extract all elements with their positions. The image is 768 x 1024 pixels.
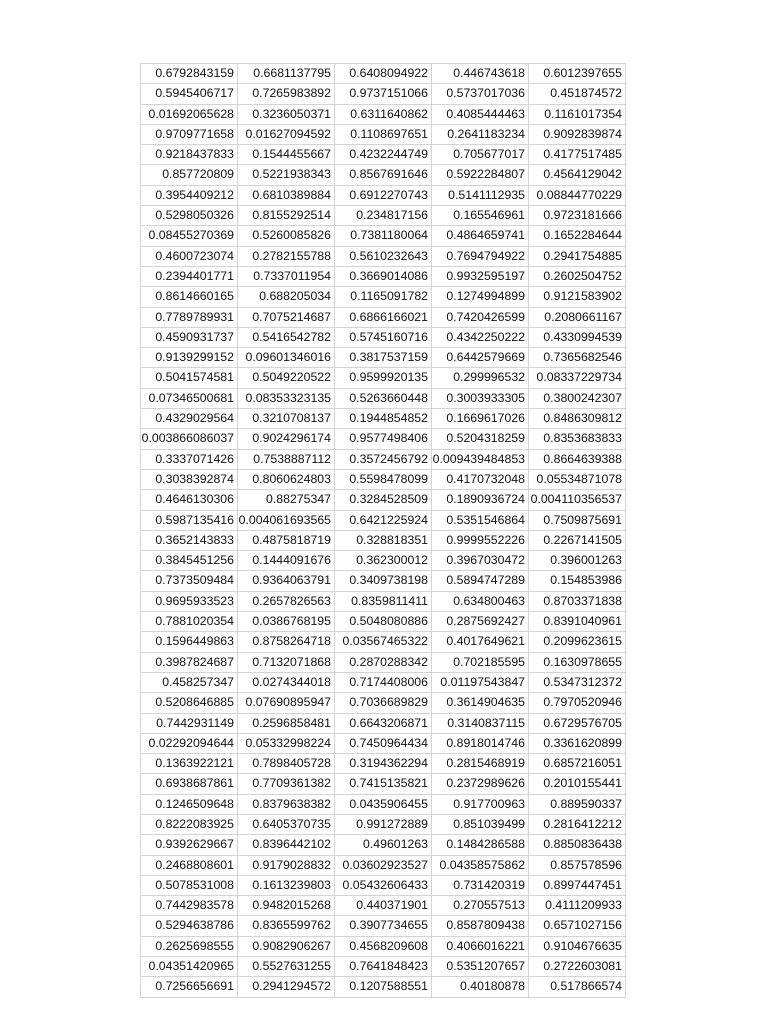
table-cell[interactable]: 0.5260085826 xyxy=(238,226,335,246)
table-cell[interactable]: 0.9121583902 xyxy=(529,287,626,307)
table-cell[interactable]: 0.2602504752 xyxy=(529,266,626,286)
table-cell[interactable]: 0.04351420965 xyxy=(141,957,238,977)
table-row xyxy=(141,591,626,611)
table-row xyxy=(141,936,626,956)
table-cell[interactable]: 0.4085444463 xyxy=(432,104,529,124)
table-cell[interactable]: 0.3652143833 xyxy=(141,530,238,550)
table-row xyxy=(141,469,626,489)
table-cell[interactable]: 0.6012397655 xyxy=(529,64,626,84)
table-cell[interactable]: 0.857578596 xyxy=(529,855,626,875)
table-row xyxy=(141,84,626,104)
table-cell[interactable]: 0.3236050371 xyxy=(238,104,335,124)
table-row xyxy=(141,774,626,794)
table-cell[interactable]: 0.003866086037 xyxy=(141,429,238,449)
table-cell[interactable]: 0.6311640862 xyxy=(335,104,432,124)
table-cell[interactable]: 0.7881020354 xyxy=(141,612,238,632)
table-cell[interactable]: 0.004061693565 xyxy=(238,510,335,530)
table-cell[interactable]: 0.9932595197 xyxy=(432,266,529,286)
table-cell[interactable]: 0.5263660448 xyxy=(335,388,432,408)
table-cell[interactable]: 0.7132071868 xyxy=(238,652,335,672)
table-cell[interactable]: 0.7365682546 xyxy=(529,348,626,368)
table-cell[interactable]: 0.4600723074 xyxy=(141,246,238,266)
table-cell[interactable]: 0.5078531008 xyxy=(141,875,238,895)
table-cell[interactable]: 0.634800463 xyxy=(432,591,529,611)
table-cell[interactable]: 0.4646130306 xyxy=(141,490,238,510)
table-cell[interactable]: 0.3967030472 xyxy=(432,551,529,571)
table-cell[interactable]: 0.5347312372 xyxy=(529,672,626,692)
table-row xyxy=(141,754,626,774)
table-cell[interactable]: 0.2267141505 xyxy=(529,530,626,550)
table-cell[interactable]: 0.05534871078 xyxy=(529,469,626,489)
table-row xyxy=(141,287,626,307)
number-grid xyxy=(140,63,626,998)
table-cell[interactable]: 0.8353683833 xyxy=(529,429,626,449)
table-cell[interactable]: 0.9024296174 xyxy=(238,429,335,449)
table-cell[interactable]: 0.8703371838 xyxy=(529,591,626,611)
table-cell[interactable]: 0.2782155788 xyxy=(238,246,335,266)
table-cell[interactable]: 0.8918014746 xyxy=(432,733,529,753)
table-cell[interactable]: 0.5945406717 xyxy=(141,84,238,104)
table-cell[interactable]: 0.5351546864 xyxy=(432,510,529,530)
table-row xyxy=(141,794,626,814)
table-cell[interactable]: 0.08455270369 xyxy=(141,226,238,246)
table-cell[interactable]: 0.6792843159 xyxy=(141,64,238,84)
table-row xyxy=(141,348,626,368)
table-cell[interactable]: 0.328818351 xyxy=(335,530,432,550)
table-cell[interactable]: 0.7036689829 xyxy=(335,693,432,713)
table-cell[interactable]: 0.7641848423 xyxy=(335,957,432,977)
table-row xyxy=(141,266,626,286)
table-cell[interactable]: 0.2468808601 xyxy=(141,855,238,875)
table-row xyxy=(141,875,626,895)
table-cell[interactable]: 0.5351207657 xyxy=(432,957,529,977)
table-cell[interactable]: 0.07346500681 xyxy=(141,388,238,408)
table-cell[interactable]: 0.5737017036 xyxy=(432,84,529,104)
table-cell[interactable]: 0.2875692427 xyxy=(432,612,529,632)
table-cell[interactable]: 0.9104676635 xyxy=(529,936,626,956)
table-row xyxy=(141,327,626,347)
table-cell[interactable]: 0.7337011954 xyxy=(238,266,335,286)
table-cell[interactable]: 0.6405370735 xyxy=(238,814,335,834)
table-cell[interactable]: 0.0435906455 xyxy=(335,794,432,814)
table-row xyxy=(141,957,626,977)
table-cell[interactable]: 0.857720809 xyxy=(141,165,238,185)
table-cell[interactable]: 0.299996532 xyxy=(432,368,529,388)
table-cell[interactable]: 0.5922284807 xyxy=(432,165,529,185)
table-cell[interactable]: 0.9999552226 xyxy=(432,530,529,550)
table-cell[interactable]: 0.688205034 xyxy=(238,287,335,307)
table-cell[interactable]: 0.5208646885 xyxy=(141,693,238,713)
table-row xyxy=(141,388,626,408)
table-cell[interactable]: 0.2641183234 xyxy=(432,124,529,144)
table-cell[interactable]: 0.4875818719 xyxy=(238,530,335,550)
table-cell[interactable]: 0.6810389884 xyxy=(238,185,335,205)
table-cell[interactable]: 0.40180878 xyxy=(432,977,529,997)
table-cell[interactable]: 0.08353323135 xyxy=(238,388,335,408)
table-cell[interactable]: 0.8155292514 xyxy=(238,206,335,226)
table-cell[interactable]: 0.7420426599 xyxy=(432,307,529,327)
table-cell[interactable]: 0.7075214687 xyxy=(238,307,335,327)
table-cell[interactable]: 0.5598478099 xyxy=(335,469,432,489)
table-cell[interactable]: 0.6643206871 xyxy=(335,713,432,733)
table-cell[interactable]: 0.4568209608 xyxy=(335,936,432,956)
table-row xyxy=(141,632,626,652)
table-cell[interactable]: 0.2625698555 xyxy=(141,936,238,956)
table-cell[interactable]: 0.5221938343 xyxy=(238,165,335,185)
table-cell[interactable]: 0.3845451256 xyxy=(141,551,238,571)
table-cell[interactable]: 0.362300012 xyxy=(335,551,432,571)
table-cell[interactable]: 0.3954409212 xyxy=(141,185,238,205)
table-row xyxy=(141,165,626,185)
table-cell[interactable]: 0.8222083925 xyxy=(141,814,238,834)
table-cell[interactable]: 0.3038392874 xyxy=(141,469,238,489)
table-cell[interactable]: 0.9695933523 xyxy=(141,591,238,611)
table-cell[interactable]: 0.9082906267 xyxy=(238,936,335,956)
table-cell[interactable]: 0.8587809438 xyxy=(432,916,529,936)
table-cell[interactable]: 0.1246509648 xyxy=(141,794,238,814)
table-cell[interactable]: 0.7415135821 xyxy=(335,774,432,794)
table-row xyxy=(141,855,626,875)
table-row xyxy=(141,530,626,550)
table-cell[interactable]: 0.9139299152 xyxy=(141,348,238,368)
table-cell[interactable]: 0.2815468919 xyxy=(432,754,529,774)
table-row xyxy=(141,449,626,469)
table-cell[interactable]: 0.8567691646 xyxy=(335,165,432,185)
table-cell[interactable]: 0.6729576705 xyxy=(529,713,626,733)
table-cell[interactable]: 0.5041574581 xyxy=(141,368,238,388)
table-cell[interactable]: 0.2870288342 xyxy=(335,652,432,672)
table-cell[interactable]: 0.165546961 xyxy=(432,206,529,226)
table-cell[interactable]: 0.4864659741 xyxy=(432,226,529,246)
table-cell[interactable]: 0.1108697651 xyxy=(335,124,432,144)
table-cell[interactable]: 0.8850836438 xyxy=(529,835,626,855)
table-row xyxy=(141,104,626,124)
table-cell[interactable]: 0.7694794922 xyxy=(432,246,529,266)
table-cell[interactable]: 0.7381180064 xyxy=(335,226,432,246)
table-cell[interactable]: 0.3194362294 xyxy=(335,754,432,774)
table-cell[interactable]: 0.3337071426 xyxy=(141,449,238,469)
table-cell[interactable]: 0.1207588551 xyxy=(335,977,432,997)
table-cell[interactable]: 0.991272889 xyxy=(335,814,432,834)
table-cell[interactable]: 0.6912270743 xyxy=(335,185,432,205)
table-cell[interactable]: 0.4111209933 xyxy=(529,896,626,916)
table-row xyxy=(141,429,626,449)
table-cell[interactable]: 0.3800242307 xyxy=(529,388,626,408)
table-cell[interactable]: 0.1484286588 xyxy=(432,835,529,855)
table-cell[interactable]: 0.9218437833 xyxy=(141,145,238,165)
table-cell[interactable]: 0.5048080886 xyxy=(335,612,432,632)
table-cell[interactable]: 0.49601263 xyxy=(335,835,432,855)
table-cell[interactable]: 0.02292094644 xyxy=(141,733,238,753)
table-cell[interactable]: 0.9364063791 xyxy=(238,571,335,591)
table-cell[interactable]: 0.9577498406 xyxy=(335,429,432,449)
table-cell[interactable]: 0.1165091782 xyxy=(335,287,432,307)
table-cell[interactable]: 0.5294638786 xyxy=(141,916,238,936)
table-cell[interactable]: 0.8758264718 xyxy=(238,632,335,652)
table-row xyxy=(141,368,626,388)
table-row xyxy=(141,571,626,591)
table-cell[interactable]: 0.7373509484 xyxy=(141,571,238,591)
table-cell[interactable]: 0.2941294572 xyxy=(238,977,335,997)
table-cell[interactable]: 0.8396442102 xyxy=(238,835,335,855)
table-row xyxy=(141,490,626,510)
table-cell[interactable]: 0.3572456792 xyxy=(335,449,432,469)
table-cell[interactable]: 0.9482015268 xyxy=(238,896,335,916)
table-cell[interactable]: 0.9599920135 xyxy=(335,368,432,388)
table-cell[interactable]: 0.8664639388 xyxy=(529,449,626,469)
table-cell[interactable]: 0.4330994539 xyxy=(529,327,626,347)
table-row xyxy=(141,713,626,733)
table-cell[interactable]: 0.3614904635 xyxy=(432,693,529,713)
table-cell[interactable]: 0.1161017354 xyxy=(529,104,626,124)
table-cell[interactable]: 0.7898405728 xyxy=(238,754,335,774)
table-cell[interactable]: 0.04358575862 xyxy=(432,855,529,875)
table-cell[interactable]: 0.440371901 xyxy=(335,896,432,916)
grid-body xyxy=(141,64,626,998)
table-row xyxy=(141,409,626,429)
table-cell[interactable]: 0.7509875691 xyxy=(529,510,626,530)
table-row xyxy=(141,206,626,226)
table-cell[interactable]: 0.6938687861 xyxy=(141,774,238,794)
table-cell[interactable]: 0.154853986 xyxy=(529,571,626,591)
table-cell[interactable]: 0.05432606433 xyxy=(335,875,432,895)
table-cell[interactable]: 0.1890936724 xyxy=(432,490,529,510)
table-cell[interactable]: 0.4066016221 xyxy=(432,936,529,956)
table-cell[interactable]: 0.2941754885 xyxy=(529,246,626,266)
table-cell[interactable]: 0.09601346016 xyxy=(238,348,335,368)
table-cell[interactable]: 0.9709771658 xyxy=(141,124,238,144)
table-cell[interactable]: 0.8359811411 xyxy=(335,591,432,611)
table-cell[interactable]: 0.08337229734 xyxy=(529,368,626,388)
table-row xyxy=(141,145,626,165)
table-cell[interactable]: 0.234817156 xyxy=(335,206,432,226)
table-cell[interactable]: 0.517866574 xyxy=(529,977,626,997)
table-row xyxy=(141,672,626,692)
table-cell[interactable]: 0.004110356537 xyxy=(529,490,626,510)
table-cell[interactable]: 0.4170732048 xyxy=(432,469,529,489)
table-cell[interactable]: 0.8486309812 xyxy=(529,409,626,429)
table-cell[interactable]: 0.1544455667 xyxy=(238,145,335,165)
table-row xyxy=(141,652,626,672)
table-cell[interactable]: 0.0386768195 xyxy=(238,612,335,632)
table-cell[interactable]: 0.6681137795 xyxy=(238,64,335,84)
table-cell[interactable]: 0.3669014086 xyxy=(335,266,432,286)
table-cell[interactable]: 0.7442931149 xyxy=(141,713,238,733)
table-cell[interactable]: 0.9179028832 xyxy=(238,855,335,875)
table-cell[interactable]: 0.3409738198 xyxy=(335,571,432,591)
table-row xyxy=(141,835,626,855)
table-row xyxy=(141,916,626,936)
table-cell[interactable]: 0.3210708137 xyxy=(238,409,335,429)
table-cell[interactable]: 0.4342250222 xyxy=(432,327,529,347)
table-row xyxy=(141,510,626,530)
table-cell[interactable]: 0.731420319 xyxy=(432,875,529,895)
table-cell[interactable]: 0.3907734655 xyxy=(335,916,432,936)
table-cell[interactable]: 0.2816412212 xyxy=(529,814,626,834)
table-cell[interactable]: 0.1669617026 xyxy=(432,409,529,429)
table-cell[interactable]: 0.6857216051 xyxy=(529,754,626,774)
table-cell[interactable]: 0.7442983578 xyxy=(141,896,238,916)
table-row xyxy=(141,693,626,713)
table-cell[interactable]: 0.2657826563 xyxy=(238,591,335,611)
table-cell[interactable]: 0.4232244749 xyxy=(335,145,432,165)
table-cell[interactable]: 0.2099623615 xyxy=(529,632,626,652)
table-cell[interactable]: 0.2010155441 xyxy=(529,774,626,794)
table-cell[interactable]: 0.5416542782 xyxy=(238,327,335,347)
table-cell[interactable]: 0.6442579669 xyxy=(432,348,529,368)
table-cell[interactable]: 0.5894747289 xyxy=(432,571,529,591)
table-cell[interactable]: 0.05332998224 xyxy=(238,733,335,753)
table-cell[interactable]: 0.8365599762 xyxy=(238,916,335,936)
table-cell[interactable]: 0.7789789931 xyxy=(141,307,238,327)
table-cell[interactable]: 0.917700963 xyxy=(432,794,529,814)
table-cell[interactable]: 0.1363922121 xyxy=(141,754,238,774)
table-cell[interactable]: 0.3987824687 xyxy=(141,652,238,672)
table-cell[interactable]: 0.2080661167 xyxy=(529,307,626,327)
table-row xyxy=(141,226,626,246)
table-cell[interactable]: 0.2596858481 xyxy=(238,713,335,733)
table-cell[interactable]: 0.2722603081 xyxy=(529,957,626,977)
table-cell[interactable]: 0.4564129042 xyxy=(529,165,626,185)
table-row xyxy=(141,814,626,834)
table-row xyxy=(141,612,626,632)
table-cell[interactable]: 0.1652284644 xyxy=(529,226,626,246)
table-row xyxy=(141,246,626,266)
table-cell[interactable]: 0.07690895947 xyxy=(238,693,335,713)
table-cell[interactable]: 0.889590337 xyxy=(529,794,626,814)
table-row xyxy=(141,185,626,205)
table-cell[interactable]: 0.8997447451 xyxy=(529,875,626,895)
table-cell[interactable]: 0.446743618 xyxy=(432,64,529,84)
table-cell[interactable]: 0.01197543847 xyxy=(432,672,529,692)
table-cell[interactable]: 0.396001263 xyxy=(529,551,626,571)
table-cell[interactable]: 0.5987135416 xyxy=(141,510,238,530)
table-cell[interactable]: 0.8391040961 xyxy=(529,612,626,632)
table-cell[interactable]: 0.458257347 xyxy=(141,672,238,692)
table-cell[interactable]: 0.7709361382 xyxy=(238,774,335,794)
table-cell[interactable]: 0.851039499 xyxy=(432,814,529,834)
table-cell[interactable]: 0.5141112935 xyxy=(432,185,529,205)
table-cell[interactable]: 0.6866166021 xyxy=(335,307,432,327)
table-cell[interactable]: 0.5049220522 xyxy=(238,368,335,388)
table-cell[interactable]: 0.7265983892 xyxy=(238,84,335,104)
table-cell[interactable]: 0.4590931737 xyxy=(141,327,238,347)
table-cell[interactable]: 0.6421225924 xyxy=(335,510,432,530)
table-cell[interactable]: 0.702185595 xyxy=(432,652,529,672)
table-cell[interactable]: 0.1613239803 xyxy=(238,875,335,895)
table-cell[interactable]: 0.2394401771 xyxy=(141,266,238,286)
table-cell[interactable]: 0.7174408006 xyxy=(335,672,432,692)
table-cell[interactable]: 0.3003933305 xyxy=(432,388,529,408)
table-cell[interactable]: 0.6571027156 xyxy=(529,916,626,936)
table-cell[interactable]: 0.8379638382 xyxy=(238,794,335,814)
table-cell[interactable]: 0.1596449863 xyxy=(141,632,238,652)
table-cell[interactable]: 0.9723181666 xyxy=(529,206,626,226)
table-cell[interactable]: 0.8614660165 xyxy=(141,287,238,307)
table-row xyxy=(141,307,626,327)
table-cell[interactable]: 0.03602923527 xyxy=(335,855,432,875)
table-cell[interactable]: 0.3361620899 xyxy=(529,733,626,753)
table-cell[interactable]: 0.4017649621 xyxy=(432,632,529,652)
table-row xyxy=(141,896,626,916)
table-cell[interactable]: 0.7538887112 xyxy=(238,449,335,469)
table-cell[interactable]: 0.451874572 xyxy=(529,84,626,104)
table-cell[interactable]: 0.03567465322 xyxy=(335,632,432,652)
table-row xyxy=(141,733,626,753)
table-cell[interactable]: 0.1444091676 xyxy=(238,551,335,571)
table-cell[interactable]: 0.01627094592 xyxy=(238,124,335,144)
table-cell[interactable]: 0.5745160716 xyxy=(335,327,432,347)
table-cell[interactable]: 0.1944854852 xyxy=(335,409,432,429)
table-cell[interactable]: 0.08844770229 xyxy=(529,185,626,205)
table-cell[interactable]: 0.1630978655 xyxy=(529,652,626,672)
table-cell[interactable]: 0.3817537159 xyxy=(335,348,432,368)
table-cell[interactable]: 0.8060624803 xyxy=(238,469,335,489)
table-cell[interactable]: 0.7256656691 xyxy=(141,977,238,997)
table-cell[interactable]: 0.009439484853 xyxy=(432,449,529,469)
table-cell[interactable]: 0.6408094922 xyxy=(335,64,432,84)
table-cell[interactable]: 0.5527631255 xyxy=(238,957,335,977)
table-row xyxy=(141,977,626,997)
table-cell[interactable]: 0.4177517485 xyxy=(529,145,626,165)
table-cell[interactable]: 0.0274344018 xyxy=(238,672,335,692)
table-cell[interactable]: 0.9092839874 xyxy=(529,124,626,144)
table-cell[interactable]: 0.4329029564 xyxy=(141,409,238,429)
table-cell[interactable]: 0.9737151066 xyxy=(335,84,432,104)
table-cell[interactable]: 0.1274994899 xyxy=(432,287,529,307)
table-cell[interactable]: 0.270557513 xyxy=(432,896,529,916)
table-row xyxy=(141,124,626,144)
table-cell[interactable]: 0.5298050326 xyxy=(141,206,238,226)
table-cell[interactable]: 0.7970520946 xyxy=(529,693,626,713)
table-cell[interactable]: 0.01692065628 xyxy=(141,104,238,124)
table-cell[interactable]: 0.9392629667 xyxy=(141,835,238,855)
table-cell[interactable]: 0.88275347 xyxy=(238,490,335,510)
table-cell[interactable]: 0.3140837115 xyxy=(432,713,529,733)
table-cell[interactable]: 0.2372989626 xyxy=(432,774,529,794)
table-cell[interactable]: 0.5204318259 xyxy=(432,429,529,449)
table-row xyxy=(141,551,626,571)
table-cell[interactable]: 0.5610232643 xyxy=(335,246,432,266)
table-cell[interactable]: 0.3284528509 xyxy=(335,490,432,510)
table-row xyxy=(141,64,626,84)
table-cell[interactable]: 0.705677017 xyxy=(432,145,529,165)
table-cell[interactable]: 0.7450964434 xyxy=(335,733,432,753)
